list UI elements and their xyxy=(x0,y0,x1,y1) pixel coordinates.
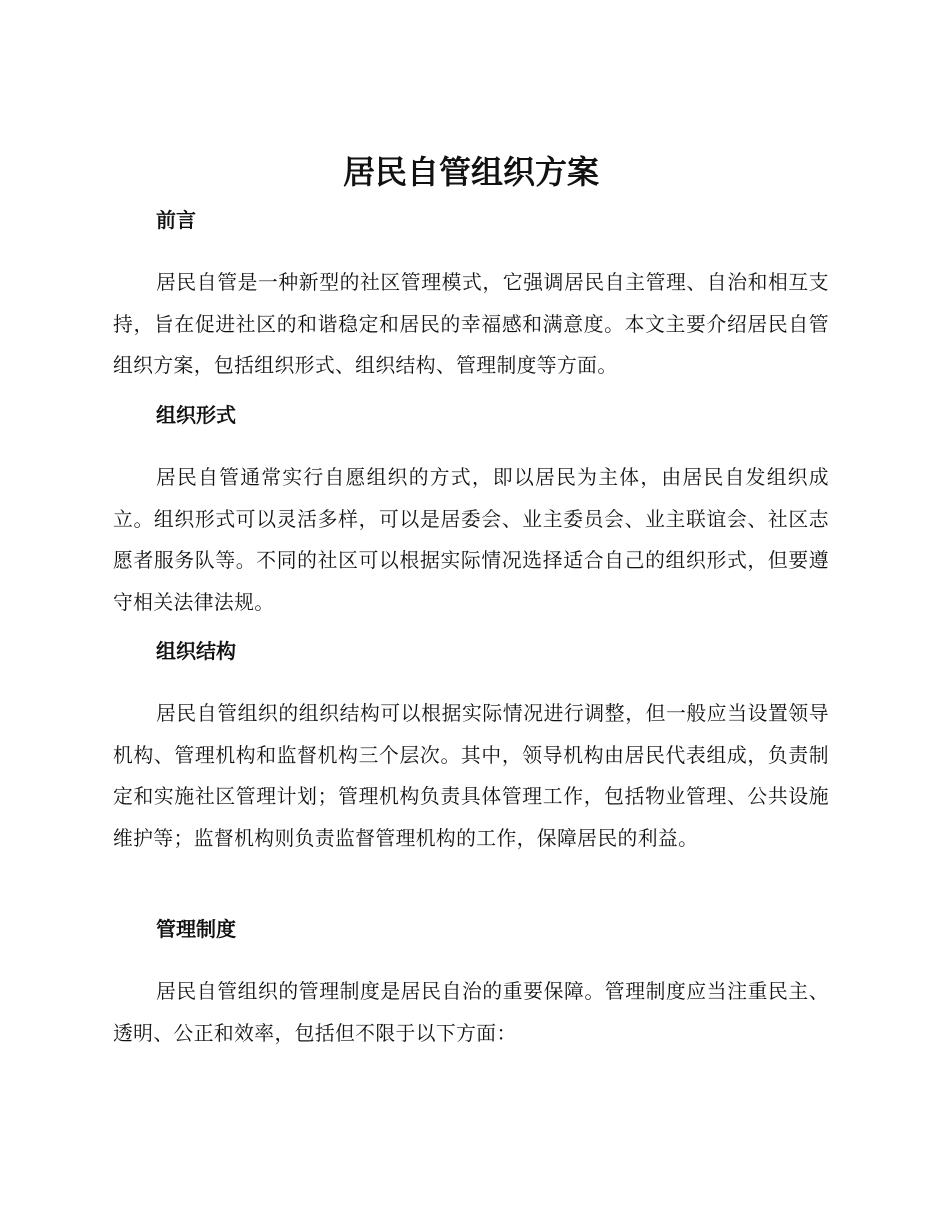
section-heading-management-rules: 管理制度 xyxy=(156,917,236,941)
section-body-preface: 居民自管是一种新型的社区管理模式，它强调居民自主管理、自治和相互支持，旨在促进社区的和谐稳定和居民的幸福感和满意度。本文主要介绍居民自管组织方案，包括组织形式、组织结构、管理制度等方面。 xyxy=(113,271,829,377)
section-body-management-rules: 居民自管组织的管理制度是居民自治的重要保障。管理制度应当注重民主、透明、公正和效率，包括但不限于以下方面： xyxy=(113,980,829,1045)
section-heading-preface: 前言 xyxy=(156,208,196,232)
section-heading-organization-form: 组织形式 xyxy=(156,403,236,427)
section-preface xyxy=(113,206,829,387)
section-organization-structure xyxy=(113,637,829,859)
section-management-rules xyxy=(113,915,829,1054)
section-heading-organization-structure: 组织结构 xyxy=(156,639,236,663)
section-body-organization-structure: 居民自管组织的组织结构可以根据实际情况进行调整，但一般应当设置领导机构、管理机构和监督机构三个层次。其中，领导机构由居民代表组成，负责制定和实施社区管理计划；管理机构负责具体管理工作，包括物业管理、公共设施维护等；监督机构则负责监督管理机构的工作，保障居民的利益。 xyxy=(113,702,829,850)
document-title: 居民自管组织方案 xyxy=(342,153,599,191)
section-organization-form xyxy=(113,401,829,623)
section-body-organization-form: 居民自管通常实行自愿组织的方式，即以居民为主体，由居民自发组织成立。组织形式可以灵活多样，可以是居委会、业主委员会、业主联谊会、社区志愿者服务队等。不同的社区可以根据实际情况选择适合自己的组织形式，但要遵守相关法律法规。 xyxy=(113,466,829,614)
